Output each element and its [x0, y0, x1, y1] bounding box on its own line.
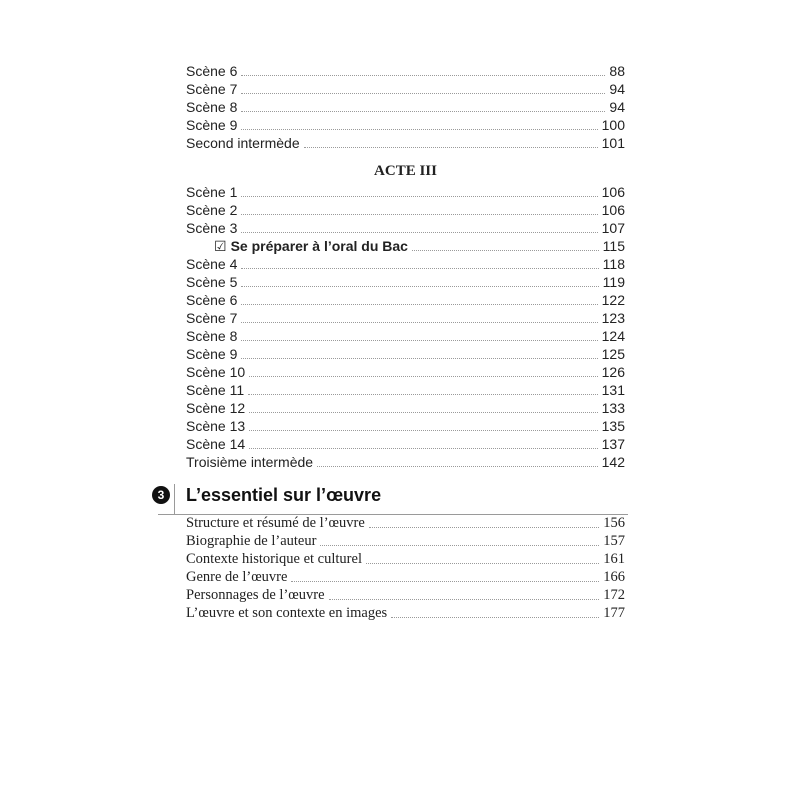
toc-entry-page: 118	[602, 256, 625, 272]
toc-entry-label	[186, 586, 329, 604]
toc-entry-label	[186, 116, 241, 134]
checkbox-check-icon: ☑	[214, 238, 227, 254]
toc-entry-text: Scène 9	[186, 346, 238, 362]
toc-entry-label	[186, 568, 291, 586]
dot-leader	[249, 447, 597, 449]
toc-entry-text: Structure et résumé de l’œuvre	[186, 515, 365, 531]
toc-entry-page: 157	[603, 533, 625, 549]
toc-entry-label	[186, 399, 249, 417]
toc-entry-text: Troisième intermède	[186, 454, 314, 470]
toc-entry-text: Scène 7	[186, 81, 238, 97]
dot-leader	[241, 110, 605, 112]
toc-entry-text: Scène 12	[186, 400, 246, 416]
toc-entry-label	[186, 80, 241, 98]
dot-leader	[241, 92, 605, 94]
dot-leader	[304, 146, 598, 148]
toc-act3-list	[186, 183, 625, 471]
toc-entry-label	[186, 291, 241, 309]
toc-entry-text: Scène 6	[186, 63, 238, 79]
dot-leader	[241, 74, 605, 76]
dot-leader	[249, 429, 597, 431]
toc-entry-text: Scène 7	[186, 310, 238, 326]
toc-entry-label	[186, 453, 317, 471]
dot-leader	[329, 598, 600, 600]
dot-leader	[366, 562, 599, 564]
toc-entry-text: Scène 4	[186, 256, 238, 272]
toc-entry[interactable]	[186, 345, 625, 363]
toc-entry[interactable]	[186, 255, 625, 273]
section-number-badge: 3	[152, 486, 170, 504]
toc-entry-text: Second intermède	[186, 135, 300, 151]
toc-entry-page: 106	[601, 184, 625, 200]
toc-entry[interactable]	[186, 201, 625, 219]
toc-entry-text: Scène 1	[186, 184, 238, 200]
dot-leader	[241, 303, 597, 305]
toc-entry-label	[186, 345, 241, 363]
dot-leader	[249, 375, 597, 377]
toc-entry[interactable]	[186, 80, 625, 98]
dot-leader	[241, 231, 597, 233]
toc-entry-text: Scène 9	[186, 117, 238, 133]
dot-leader	[241, 321, 597, 323]
toc-entry-label	[186, 183, 241, 201]
dot-leader	[412, 249, 599, 251]
toc-entry-text: Se préparer à l’oral du Bac	[230, 238, 408, 254]
toc-entry-page: 123	[601, 310, 625, 326]
act-3-heading: ACTE III	[374, 163, 437, 179]
toc-entry[interactable]	[186, 98, 625, 116]
toc-entry-label	[186, 255, 241, 273]
toc-entry-page: 107	[601, 220, 625, 236]
toc-entry[interactable]	[186, 62, 625, 80]
toc-entry-text: Scène 8	[186, 328, 238, 344]
dot-leader	[241, 213, 597, 215]
toc-entry-page: 161	[603, 551, 625, 567]
toc-entry[interactable]	[186, 514, 625, 532]
toc-entry-label	[186, 98, 241, 116]
section-divider-vertical	[174, 484, 175, 514]
toc-entry-label	[186, 327, 241, 345]
toc-entry[interactable]	[186, 309, 625, 327]
toc-entry[interactable]	[186, 435, 625, 453]
toc-entry-page: 172	[603, 587, 625, 603]
toc-entry-label	[186, 532, 320, 550]
toc-entry-label	[186, 550, 366, 568]
toc-entry-label	[186, 309, 241, 327]
toc-entry-label	[186, 417, 249, 435]
toc-entry-page: 131	[601, 382, 625, 398]
toc-entry-page: 122	[601, 292, 625, 308]
toc-entry-text: Scène 14	[186, 436, 246, 452]
toc-entry[interactable]	[186, 550, 625, 568]
toc-entry-text: Scène 3	[186, 220, 238, 236]
toc-entry-page: 94	[609, 81, 625, 97]
toc-entry-label	[186, 201, 241, 219]
toc-entry[interactable]	[186, 363, 625, 381]
toc-entry[interactable]	[186, 399, 625, 417]
toc-entry-text: Scène 13	[186, 418, 246, 434]
toc-entry[interactable]	[186, 604, 625, 622]
dot-leader	[241, 285, 598, 287]
dot-leader	[249, 411, 597, 413]
toc-entry[interactable]	[186, 568, 625, 586]
toc-entry[interactable]	[186, 327, 625, 345]
toc-entry-label	[186, 363, 249, 381]
toc-entry-label	[186, 273, 241, 291]
toc-section3-list	[186, 514, 625, 622]
toc-entry-text: Personnages de l’œuvre	[186, 587, 325, 603]
dot-leader	[317, 465, 598, 467]
dot-leader	[241, 357, 597, 359]
toc-entry-text: Biographie de l’auteur	[186, 533, 317, 549]
toc-entry-label	[186, 381, 248, 399]
toc-entry-page: 125	[601, 346, 625, 362]
toc-entry-page: 94	[609, 99, 625, 115]
section-title: L’essentiel sur l’œuvre	[186, 485, 382, 505]
toc-entry[interactable]	[186, 586, 625, 604]
toc-entry-text: Contexte historique et culturel	[186, 551, 362, 567]
toc-entry[interactable]	[186, 453, 625, 471]
toc-entry[interactable]	[186, 116, 625, 134]
toc-entry[interactable]	[186, 273, 625, 291]
toc-entry[interactable]	[186, 219, 625, 237]
toc-entry-page: 133	[601, 400, 625, 416]
toc-entry-page: 137	[601, 436, 625, 452]
toc-entry-page: 166	[603, 569, 625, 585]
dot-leader	[391, 616, 599, 618]
toc-entry[interactable]	[186, 532, 625, 550]
toc-entry[interactable]	[186, 237, 625, 255]
toc-entry[interactable]	[186, 183, 625, 201]
toc-entry-page: 126	[601, 364, 625, 380]
toc-act2-list	[186, 62, 625, 152]
toc-entry-page: 177	[603, 605, 625, 621]
dot-leader	[291, 580, 599, 582]
toc-entry[interactable]	[186, 381, 625, 399]
dot-leader	[369, 526, 599, 528]
toc-entry-page: 124	[601, 328, 625, 344]
toc-entry-label	[186, 134, 304, 152]
toc-entry[interactable]	[186, 417, 625, 435]
dot-leader	[320, 544, 599, 546]
toc-entry-text: Scène 5	[186, 274, 238, 290]
toc-entry-label	[186, 435, 249, 453]
toc-entry-text: Scène 6	[186, 292, 238, 308]
toc-entry-label	[186, 514, 369, 532]
dot-leader	[241, 195, 597, 197]
toc-entry-text: Scène 8	[186, 99, 238, 115]
section-3-header	[150, 484, 630, 508]
toc-entry-page: 142	[601, 454, 625, 470]
dot-leader	[241, 128, 597, 130]
toc-entry-page: 135	[601, 418, 625, 434]
toc-entry-page: 115	[602, 238, 625, 254]
toc-entry-text: Scène 2	[186, 202, 238, 218]
toc-entry-page: 106	[601, 202, 625, 218]
toc-entry-text: L’œuvre et son contexte en images	[186, 605, 388, 621]
toc-entry-text: Genre de l’œuvre	[186, 569, 288, 585]
toc-entry-page: 101	[601, 135, 625, 151]
toc-entry-page: 156	[603, 515, 625, 531]
toc-entry-label	[186, 62, 241, 80]
toc-entry-text: Scène 10	[186, 364, 246, 380]
toc-entry-label	[186, 604, 391, 622]
toc-entry-text: Scène 11	[186, 382, 245, 398]
toc-entry-label	[186, 219, 241, 237]
dot-leader	[241, 267, 598, 269]
toc-entry-label	[186, 237, 412, 255]
dot-leader	[241, 339, 597, 341]
toc-entry-page: 119	[602, 274, 625, 290]
toc-entry[interactable]	[186, 291, 625, 309]
toc-entry-page: 88	[609, 63, 625, 79]
dot-leader	[248, 393, 598, 395]
toc-entry-page: 100	[601, 117, 625, 133]
toc-entry[interactable]	[186, 134, 625, 152]
